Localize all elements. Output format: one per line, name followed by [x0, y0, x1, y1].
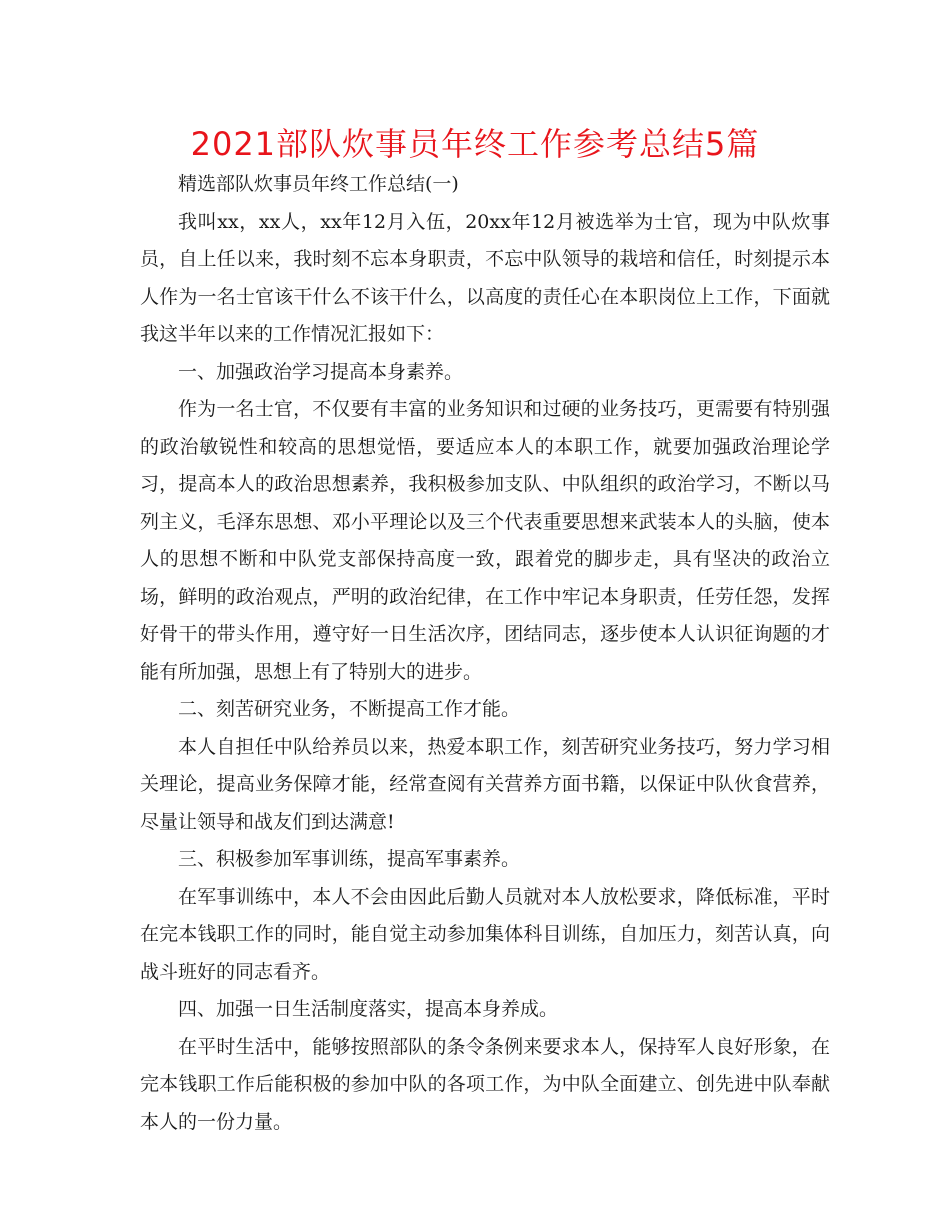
paragraph-section-1: 作为一名士官，不仅要有丰富的业务知识和过硬的业务技巧，更需要有特别强的政治敏锐性和较高的思想觉悟，要适应本人的本职工作，就要加强政治理论学习，提高本人的政治思想素养，我积极参加支队、中队组织的政治学习，不断以马列主义，毛泽东思想、邓小平理论以及三个代表重要思想来武装本人的头脑，使本人的思想不断和中队党支部保持高度一致，跟着党的脚步走，具有坚决的政治立场，鲜明的政治观点，严明的政治纪律，在工作中牢记本身职责，任劳任怨，发挥好骨干的带头作用，遵守好一日生活次序，团结同志，逐步使本人认识征询题的才能有所加强，思想上有了特别大的进步。 [140, 398, 830, 683]
paragraph-section-3: 在军事训练中，本人不会由因此后勤人员就对本人放松要求，降低标准，平时在完本钱职工作的同时，能自觉主动参加集体科目训练，自加压力，刻苦认真，向战斗班好的同志看齐。 [140, 885, 830, 983]
paragraph-subtitle: 精选部队炊事员年终工作总结(一) [178, 173, 459, 195]
document-body [140, 166, 830, 1141]
paragraph-section-2: 本人自担任中队给养员以来，热爱本职工作，刻苦研究业务技巧，努力学习相关理论，提高业务保障才能，经常查阅有关营养方面书籍，以保证中队伙食营养，尽量让领导和战友们到达满意! [140, 735, 830, 833]
paragraph-section-4: 在平时生活中，能够按照部队的条令条例来要求本人，保持军人良好形象，在完本钱职工作后能积极的参加中队的各项工作，为中队全面建立、创先进中队奉献本人的一份力量。 [140, 1035, 830, 1133]
section-heading-2: 二、刻苦研究业务，不断提高工作才能。 [178, 698, 521, 720]
section-heading-1: 一、加强政治学习提高本身素养。 [178, 360, 464, 383]
paragraph-intro: 我叫xx，xx人，xx年12月入伍，20xx年12月被选举为士官，现为中队炊事员，自上任以来，我时刻不忘本身职责，不忘中队领导的栽培和信任，时刻提示本人作为一名士官该干什么不该干什么，以高度的责任心在本职岗位上工作，下面就我这半年以来的工作情况汇报如下： [140, 210, 830, 345]
document-title: 2021部队炊事员年终工作参考总结5篇 [190, 125, 760, 163]
section-heading-3: 三、积极参加军事训练，提高军事素养。 [178, 848, 521, 870]
section-heading-4: 四、加强一日生活制度落实，提高本身养成。 [178, 998, 559, 1020]
